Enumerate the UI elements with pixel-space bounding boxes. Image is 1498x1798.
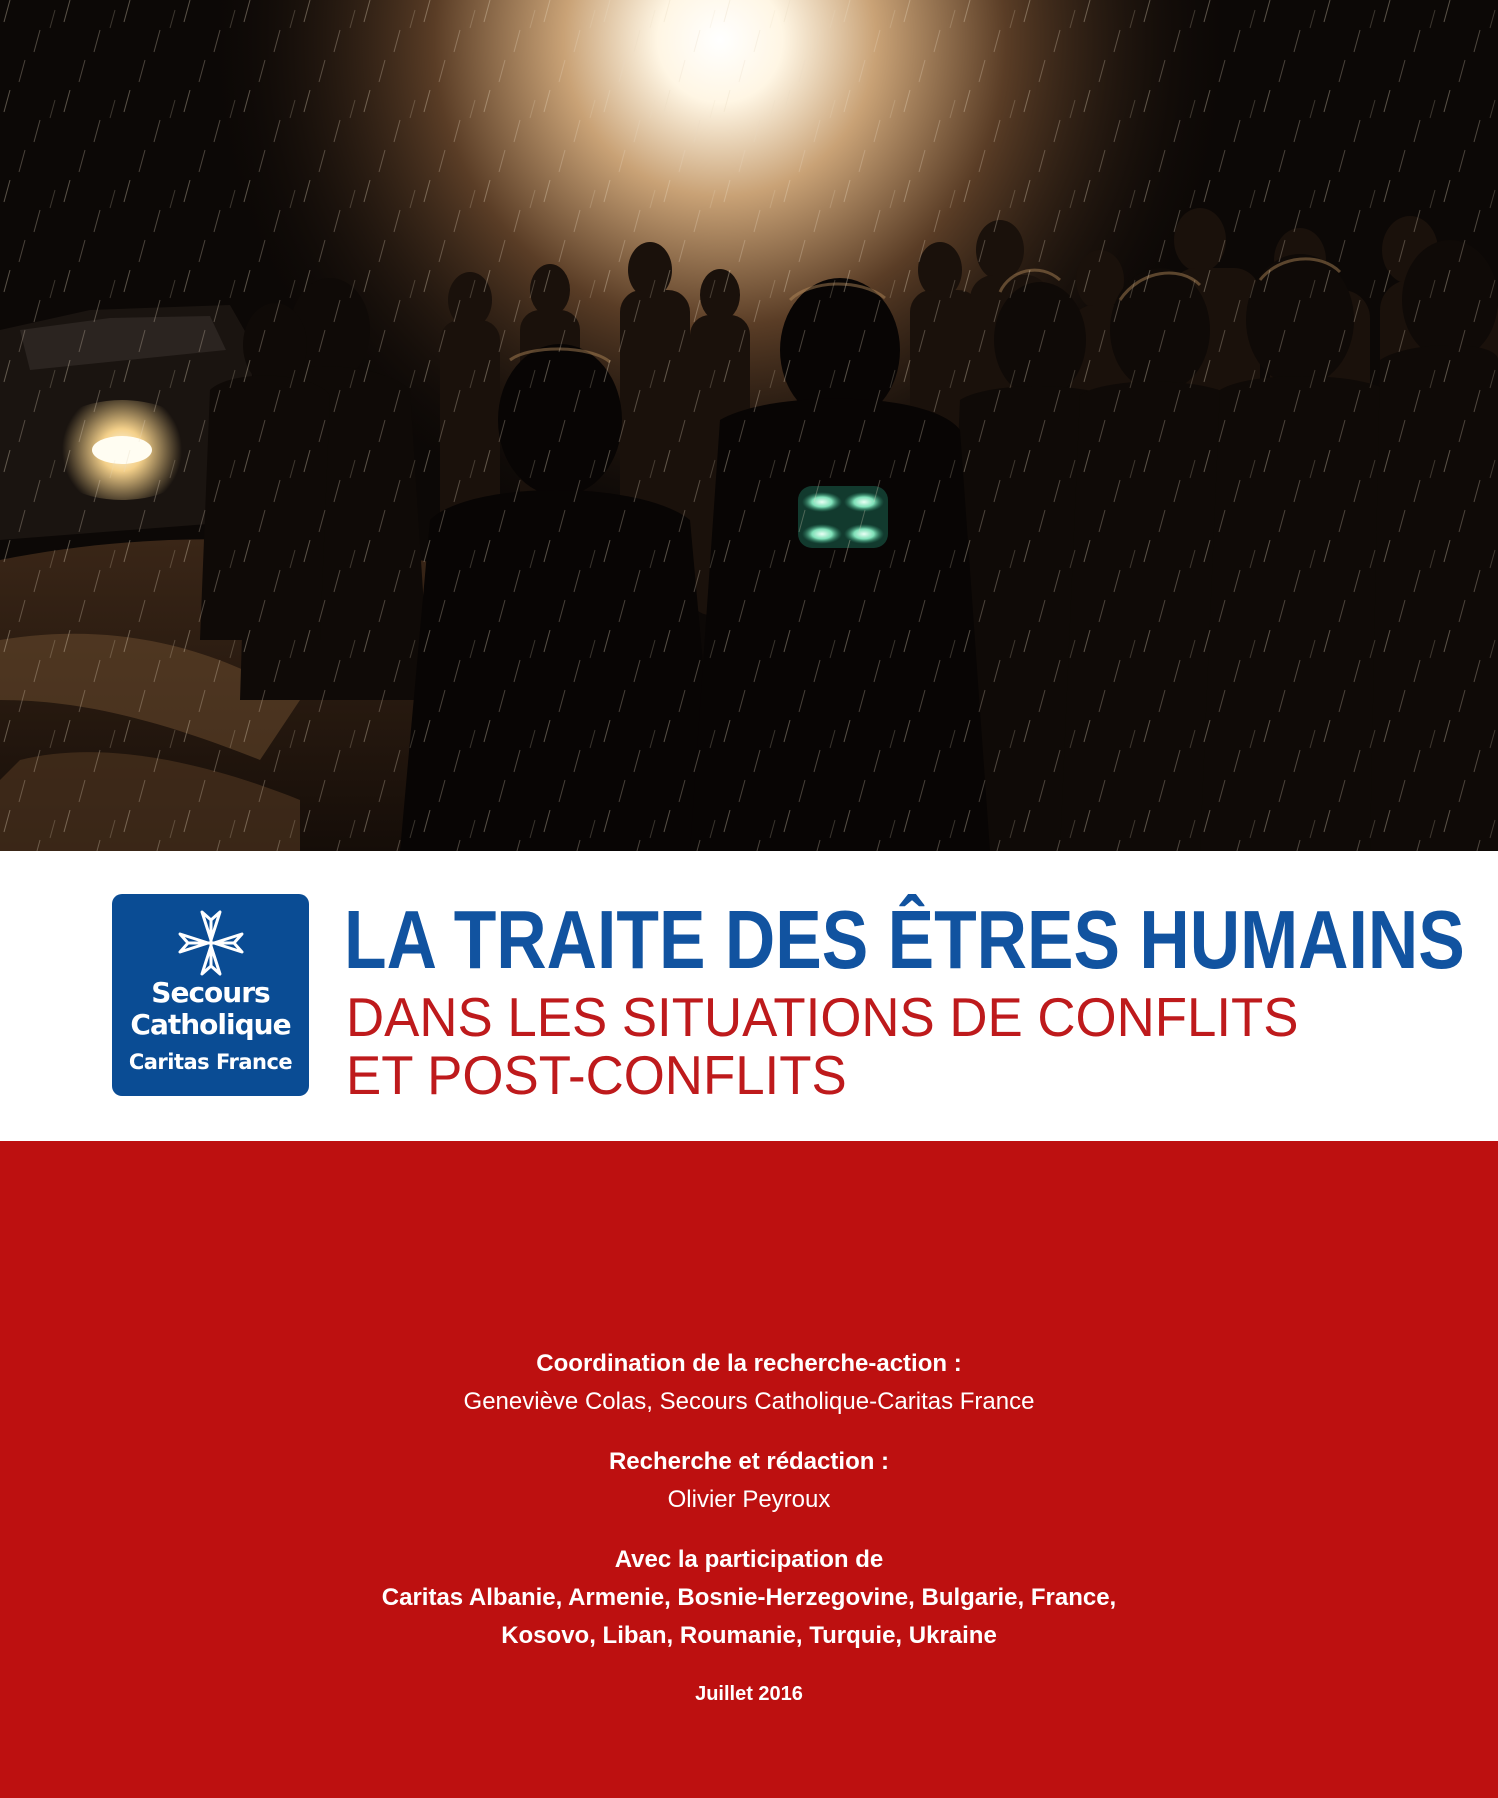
publication-date: Juillet 2016	[695, 1683, 803, 1705]
maltese-cross-icon	[174, 906, 248, 980]
research-credit	[0, 1443, 1498, 1519]
participation-line-2: Kosovo, Liban, Roumanie, Turquie, Ukraine	[501, 1622, 997, 1649]
research-heading: Recherche et rédaction :	[608, 1448, 890, 1475]
logo-text-catholique: Catholique	[130, 1008, 291, 1041]
secours-catholique-logo	[112, 894, 309, 1096]
credits-panel	[0, 1141, 1498, 1798]
participation-heading: Avec la participation de	[614, 1546, 884, 1573]
coordination-credit	[0, 1345, 1498, 1421]
subtitle-line-2: ET POST-CONFLITS	[346, 1044, 847, 1106]
document-title: LA TRAITE DES ÊTRES HUMAINS	[344, 893, 1465, 986]
document-subtitle	[346, 988, 1421, 1104]
logo-text-secours: Secours	[151, 976, 270, 1009]
participation-credit	[0, 1541, 1498, 1655]
subtitle-line-1: DANS LES SITUATIONS DE CONFLITS	[346, 986, 1299, 1048]
coordination-name: Geneviève Colas, Secours Catholique-Caritas France	[463, 1388, 1035, 1415]
research-name: Olivier Peyroux	[667, 1486, 831, 1513]
cover-photo	[0, 0, 1498, 851]
logo-text-caritas-france: Caritas France	[128, 1050, 293, 1074]
participation-line-1: Caritas Albanie, Armenie, Bosnie-Herzegovine, Bulgarie, France,	[381, 1584, 1117, 1611]
title-band	[0, 851, 1498, 1141]
coordination-heading: Coordination de la recherche-action :	[536, 1350, 962, 1377]
